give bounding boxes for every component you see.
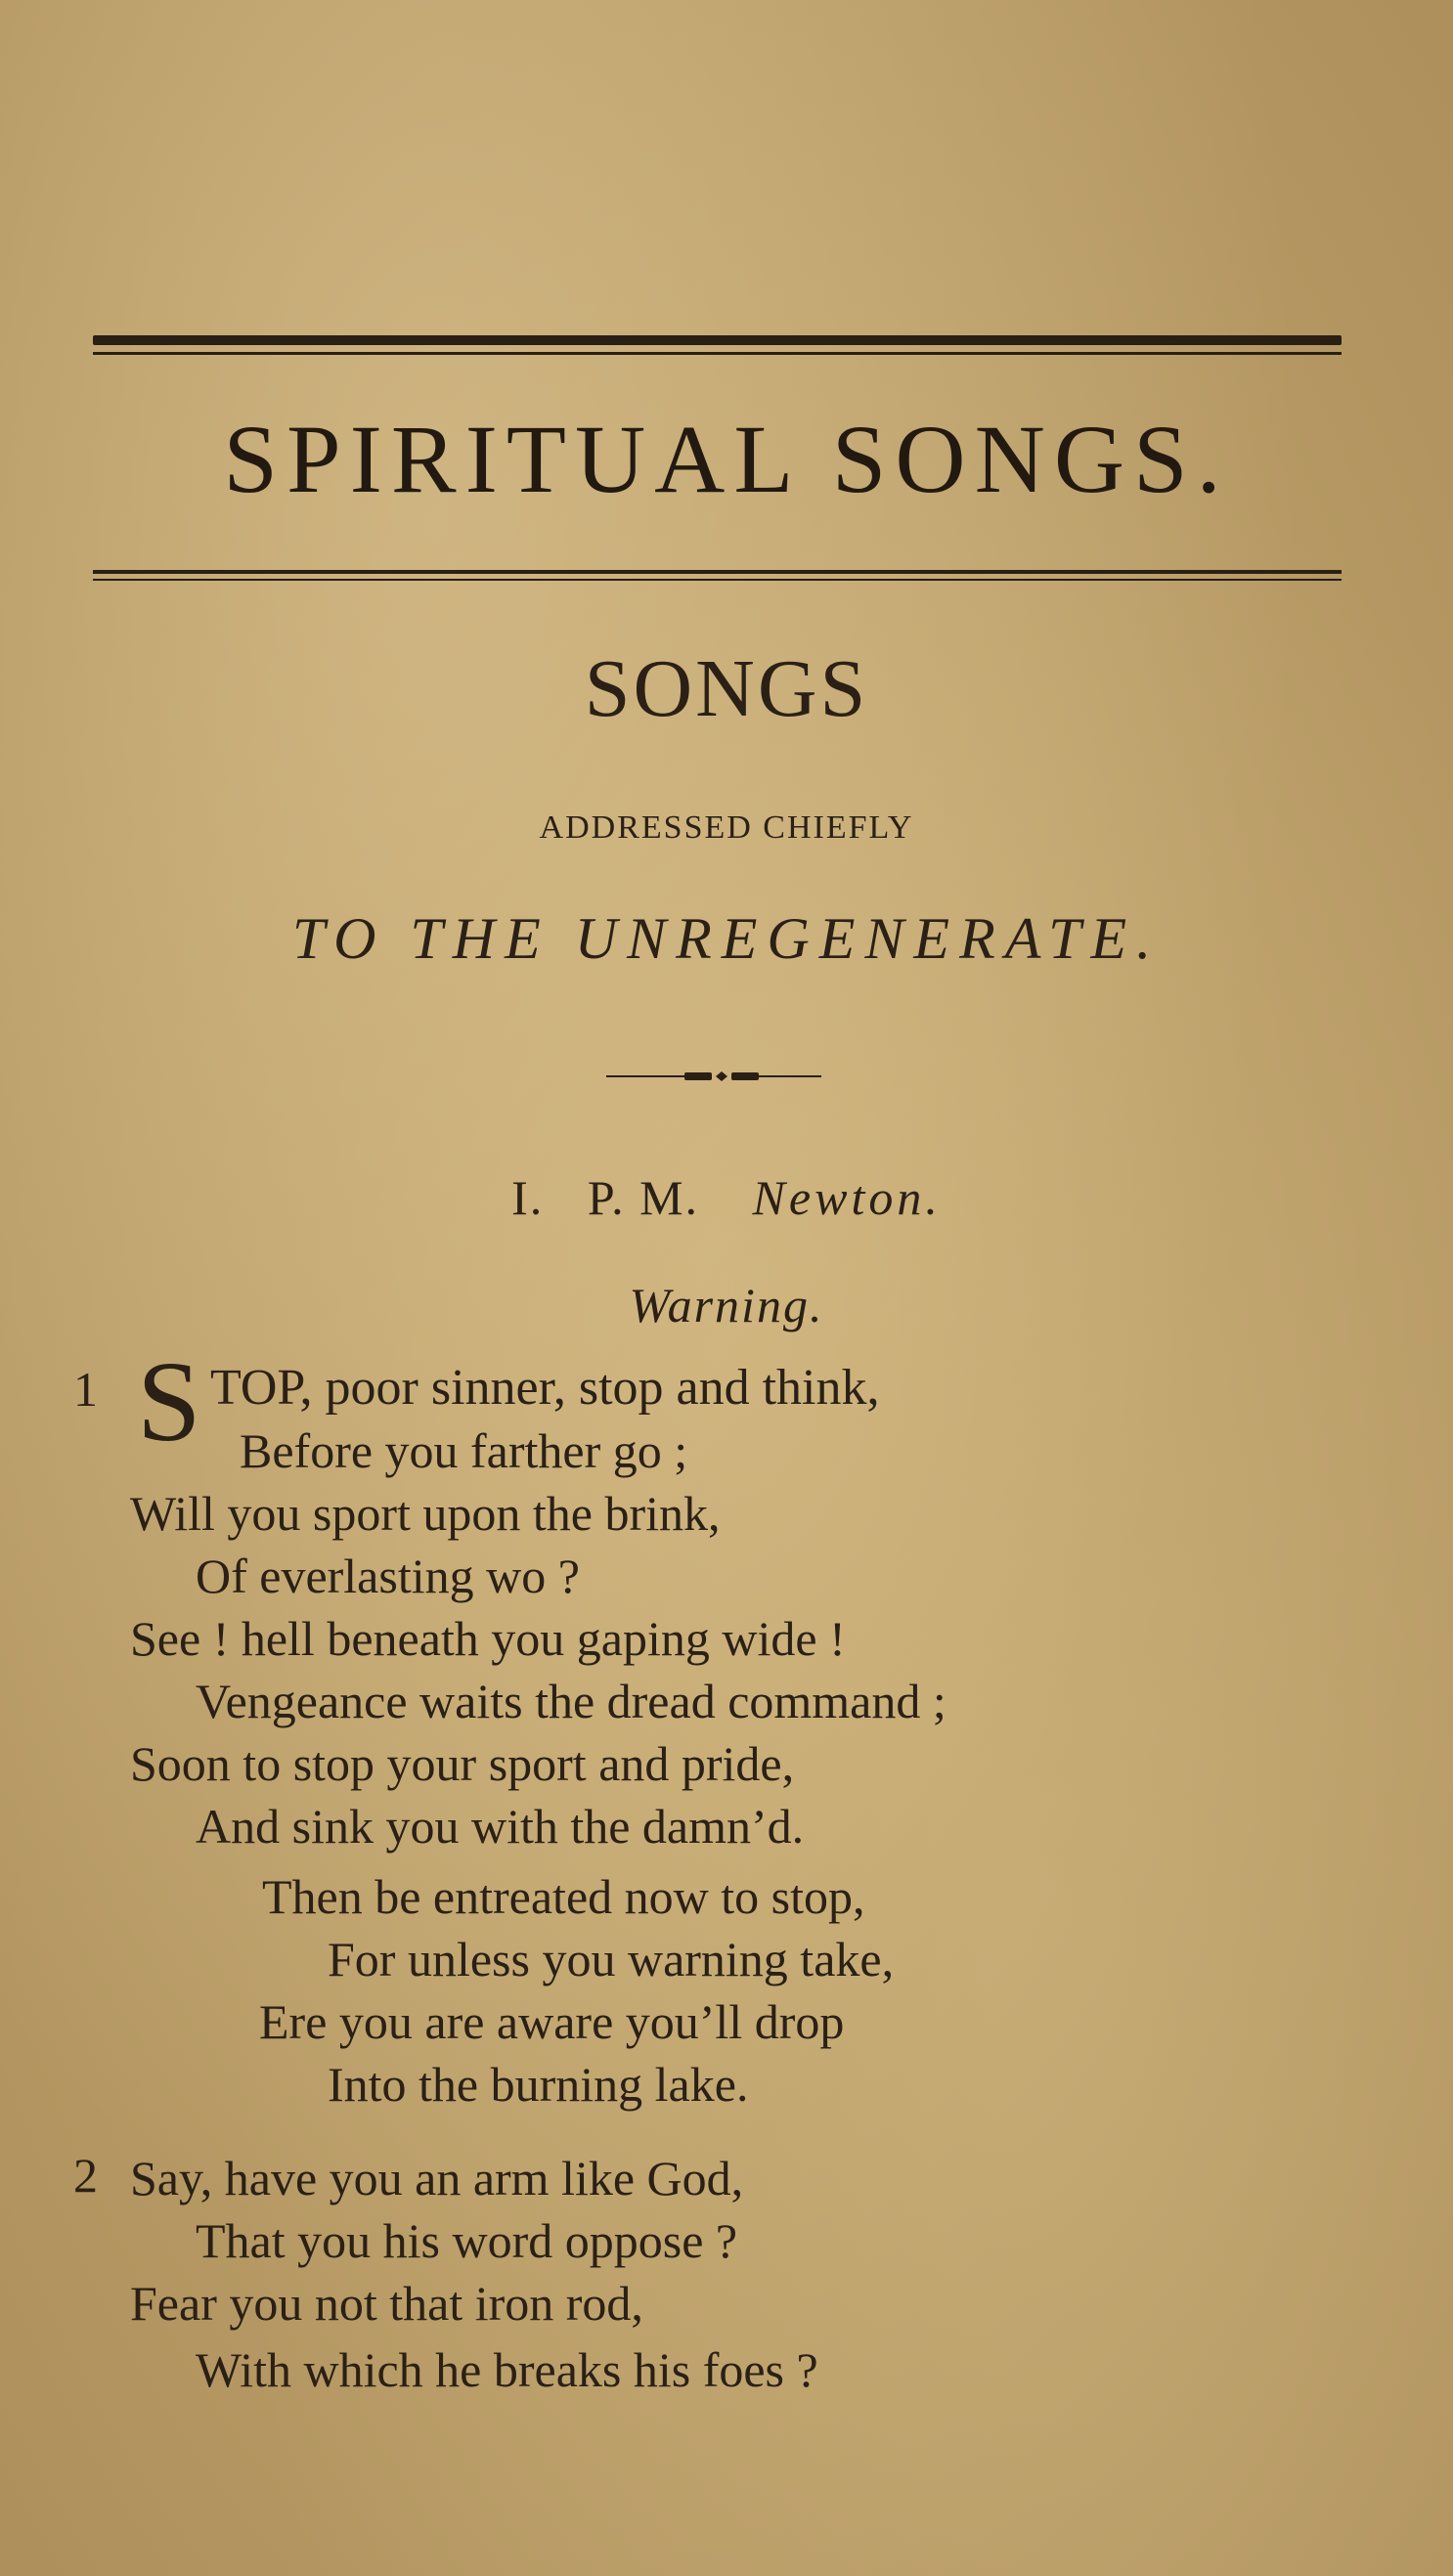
verse-line: Soon to stop your sport and pride, — [130, 1736, 795, 1791]
verse-line: With which he breaks his foes ? — [196, 2342, 818, 2397]
verse-number: 1 — [73, 1362, 98, 1417]
section-heading: SONGS — [584, 643, 869, 734]
verse-line: For unless you warning take, — [328, 1932, 895, 1987]
title-rule-lower — [93, 579, 1342, 581]
top-rule-thin — [93, 352, 1342, 355]
verse-line: Say, have you an arm like God, — [130, 2151, 744, 2205]
verse-line: See ! hell beneath you gaping wide ! — [130, 1611, 846, 1666]
verse-line: Vengeance waits the dread command ; — [196, 1674, 947, 1728]
hymn-meter: P. M. — [587, 1170, 700, 1225]
hymn-meta — [0, 1163, 1453, 1232]
hymn-author: Newton. — [752, 1170, 942, 1225]
verse-line: TOP, poor sinner, stop and think, — [210, 1360, 880, 1416]
verse-line: Will you sport upon the brink, — [130, 1486, 721, 1541]
hymn-number: I. — [511, 1170, 545, 1225]
top-rule-thick — [93, 335, 1342, 345]
section-subheading: ADDRESSED CHIEFLY — [539, 809, 914, 846]
verse-line: Fear you not that iron rod, — [130, 2276, 643, 2331]
verse-line: Before you farther go ; — [240, 1423, 688, 1478]
verse-line: And sink you with the damn’d. — [196, 1799, 805, 1854]
verse-number: 2 — [73, 2148, 98, 2203]
page-title: SPIRITUAL SONGS. — [223, 405, 1230, 513]
hymn-title: Warning. — [629, 1278, 824, 1332]
ornament-divider — [606, 1070, 821, 1082]
verse-line: Ere you are aware you’ll drop — [259, 1994, 845, 2049]
verse-line: Of everlasting wo ? — [196, 1549, 580, 1603]
verse-line: That you his word oppose ? — [196, 2213, 738, 2268]
section-dedication: TO THE UNREGENERATE. — [291, 906, 1162, 971]
drop-cap: S — [137, 1337, 201, 1465]
title-rule-upper — [93, 570, 1342, 574]
verse-line: Into the burning lake. — [328, 2057, 749, 2112]
verse-line: Then be entreated now to stop, — [262, 1869, 865, 1924]
